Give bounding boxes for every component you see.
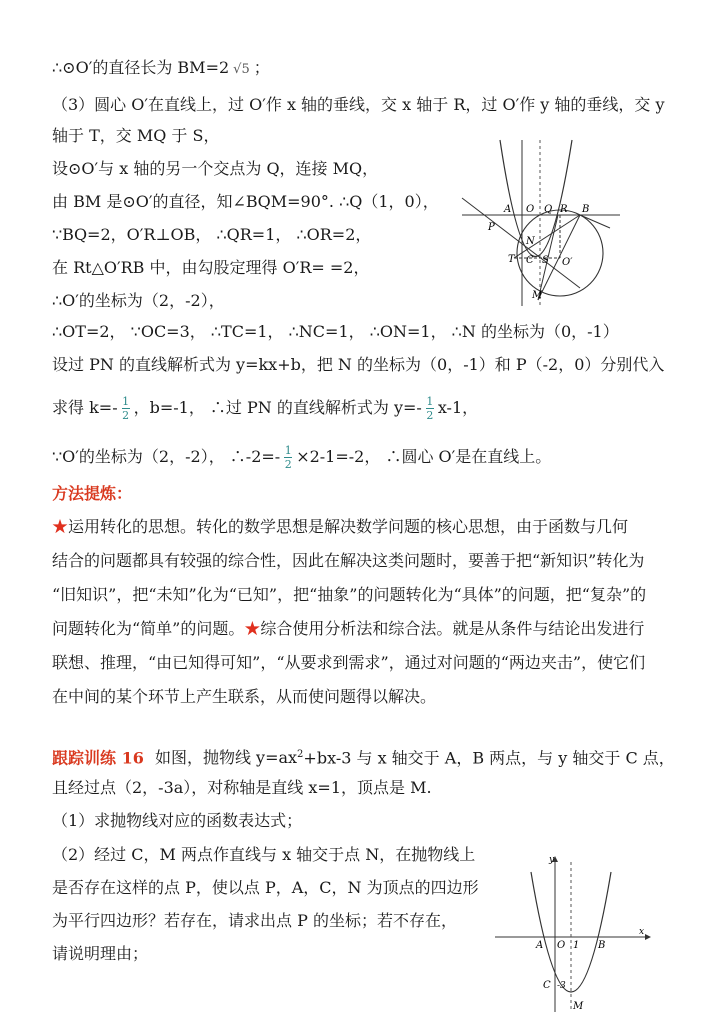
text: 问题转化为“简单”的问题。 (52, 619, 245, 638)
exercise-line-5: 是否存在这样的点 P，使以点 P，A，C，N 为顶点的四边形 (52, 878, 479, 897)
method-line-6: 在中间的某个环节上产生联系，从而使问题得以解决。 (52, 687, 437, 706)
frac-den: 2 (426, 409, 434, 422)
parabola (500, 140, 572, 257)
label-M: M (573, 1001, 584, 1012)
star-icon: ★ (244, 619, 261, 638)
frac-num: 1 (284, 444, 292, 457)
fraction-half (122, 396, 130, 421)
text: ∵O′的坐标为（2，-2）， ∴-2=- (52, 447, 281, 466)
exercise-line-4: （2）经过 C，M 两点作直线与 x 轴交于点 N，在抛物线上 (52, 845, 476, 864)
parabola-figure (493, 852, 653, 1014)
fraction-half (284, 445, 292, 470)
label-C: C (543, 980, 551, 991)
text: 综合使用分析法和综合法。就是从条件与结论出发进行 (260, 619, 645, 638)
exercise-line-2: 且经过点（2，-3a），对称轴是直线 x=1，顶点是 M. (52, 778, 432, 797)
label-minus-3: -3 (557, 981, 566, 991)
method-line-3: “旧知识”，把“未知”化为“已知”，把“抽象”的问题转化为“具体”的问题，把“复杂”的 (52, 585, 647, 604)
label-C: C (526, 255, 534, 266)
solution-line-7: 在 Rt△O′RB 中，由勾股定理得 O′R= =2， (52, 258, 370, 277)
label-B: B (582, 204, 590, 215)
label-A: A (504, 204, 512, 215)
solution-line-9: ∴OT=2， ∵OC=3， ∴TC=1， ∴NC=1， ∴ON=1， ∴N 的坐标为（0，-1） (52, 322, 619, 341)
solution-line-1 (52, 58, 270, 80)
line-b-ext (580, 215, 610, 228)
text: ，b=-1， ∴过 PN 的直线解析式为 y=- (133, 398, 422, 417)
exercise-line-3: （1）求抛物线对应的函数表达式； (52, 811, 303, 830)
solution-line-8: ∴O′的坐标为（2，-2）， (52, 291, 225, 310)
frac-num: 1 (426, 395, 434, 408)
text: 如图，抛物线 y=ax (154, 748, 298, 768)
exercise-line-1 (52, 745, 675, 768)
text: ×2-1=-2， ∴圆心 O′是在直线上。 (296, 447, 552, 466)
superscript: 2 (297, 749, 304, 760)
method-line-1 (52, 510, 672, 544)
text: +bx-3 与 x 轴交于 A，B 两点，与 y 轴交于 C 点， (303, 748, 675, 768)
line-cb (514, 215, 580, 258)
label-x: x (639, 927, 645, 937)
solution-line-11 (52, 396, 478, 421)
label-O: O (557, 940, 566, 951)
exercise-line-7: 请说明理由； (52, 944, 149, 963)
parabola (531, 872, 611, 992)
label-A: A (536, 940, 544, 951)
label-y: y (549, 855, 555, 865)
fraction-half (426, 396, 434, 421)
exercise-label: 跟踪训练 16 (52, 748, 144, 768)
solution-line-10: 设过 PN 的直线解析式为 y=kx+b，把 N 的坐标为（0，-1）和 P（-2，0）分别代入 (52, 355, 665, 374)
method-line-2: 结合的问题都具有较强的综合性，因此在解决这类问题时，要善于把“新知识”转化为 (52, 551, 645, 570)
text: 运用转化的思想。转化的数学思想是解决数学问题的核心思想，由于函数与几何 (68, 517, 629, 536)
solution-line-12 (52, 445, 551, 470)
label-P: P (488, 222, 495, 233)
frac-den: 2 (284, 458, 292, 471)
method-line-4 (52, 612, 672, 646)
label-R: R (560, 204, 568, 215)
label-T: T (508, 254, 515, 265)
x-arrow (645, 934, 651, 940)
method-heading: 方法提炼： (52, 484, 133, 503)
text: ∴⊙O′的直径长为 BM=2 (52, 58, 230, 77)
frac-den: 2 (122, 409, 130, 422)
solution-line-5: 由 BM 是⊙O′的直径，知∠BQM=90°. ∴Q（1，0）， (52, 192, 439, 211)
label-O-prime: O′ (562, 257, 573, 268)
solution-line-4: 设⊙O′与 x 轴的另一个交点为 Q，连接 MQ， (52, 159, 379, 178)
solution-line-2: （3）圆心 O′在直线上，过 O′作 x 轴的垂线，交 x 轴于 R，过 O′作 y 轴的垂线，交 y (52, 95, 665, 114)
text: ； (253, 58, 270, 77)
circle-parabola-figure (460, 138, 625, 308)
label-S: S (542, 255, 549, 266)
frac-num: 1 (122, 395, 130, 408)
label-M: M (532, 290, 543, 301)
star-icon: ★ (52, 517, 69, 536)
label-1: 1 (573, 940, 580, 951)
label-Q: Q (544, 204, 553, 215)
label-B: B (598, 940, 606, 951)
solution-line-3: 轴于 T，交 MQ 于 S， (52, 126, 220, 145)
sqrt-five: √5 (233, 62, 250, 77)
method-line-5: 联想、推理，“由已知得可知”，“从要求到需求”，通过对问题的“两边夹击”，使它们 (52, 653, 646, 672)
text: 求得 k=- (52, 398, 118, 417)
text: x-1， (437, 398, 479, 417)
label-O: O (526, 204, 535, 215)
method-paragraph (52, 510, 672, 714)
exercise-line-6: 为平行四边形？若存在，请求出点 P 的坐标；若不存在， (52, 911, 457, 930)
solution-line-6: ∵BQ=2，O′R⊥OB， ∴QR=1， ∴OR=2， (52, 225, 372, 244)
label-N: N (526, 236, 535, 247)
